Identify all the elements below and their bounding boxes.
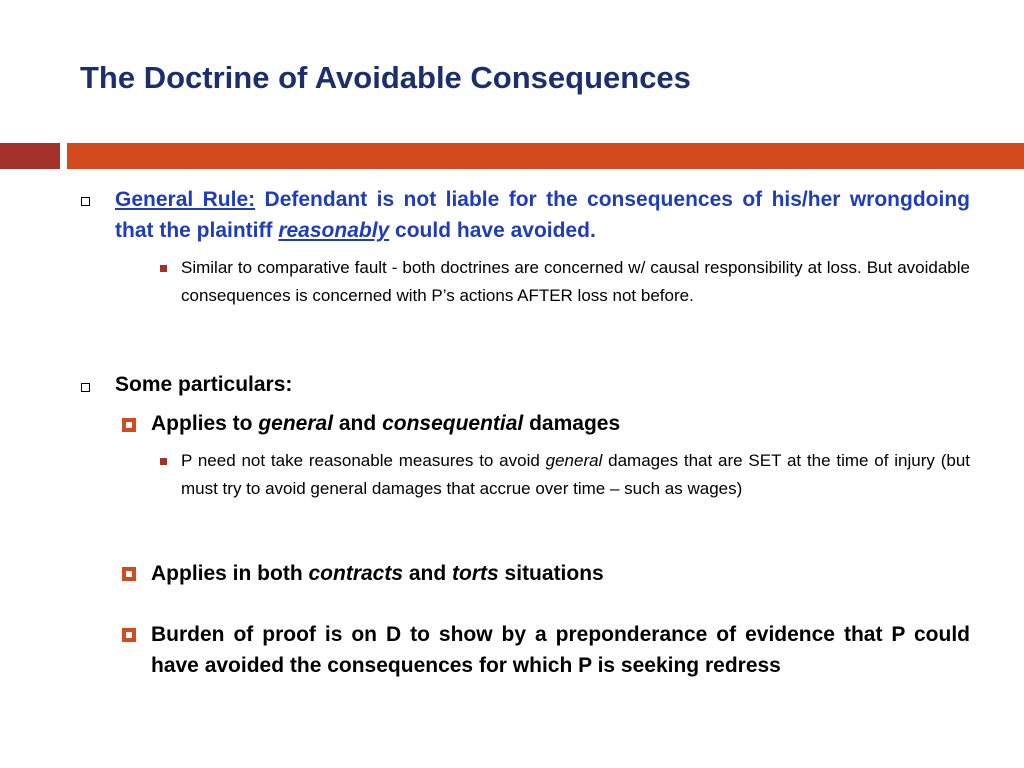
applies-both-e1: contracts xyxy=(308,562,404,585)
applies-general-t1: Applies to xyxy=(151,412,259,435)
burden-text: Burden of proof is on D to show by a preponderance of evidence that P could have avoided the consequences for which P is seeking redress xyxy=(151,623,970,677)
similar-item xyxy=(181,254,970,310)
applies-general-t2: and xyxy=(333,412,383,435)
p-need-t1: P need not take reasonable measures to avoid xyxy=(181,451,546,470)
applies-both-t1: Applies in both xyxy=(151,562,309,585)
p-need-e1: general xyxy=(545,451,603,470)
square-bullet-icon xyxy=(160,265,167,272)
title-accent-bar xyxy=(67,143,1024,169)
framed-square-bullet-icon xyxy=(122,418,136,432)
applies-general-e1: general xyxy=(258,412,334,435)
applies-both-item xyxy=(151,558,970,589)
burden-item xyxy=(151,619,970,681)
similar-text: Similar to comparative fault - both doctrines are concerned w/ causal responsibility at loss. But avoidable consequences is concerned with P’s actions AFTER loss not before. xyxy=(181,258,970,305)
slide-title: The Doctrine of Avoidable Consequences xyxy=(80,60,691,95)
p-need-item xyxy=(181,447,970,503)
general-rule-label: General Rule: xyxy=(115,188,256,211)
framed-square-bullet-icon xyxy=(122,628,136,642)
particulars-text: Some particulars: xyxy=(115,373,293,396)
general-rule-text-2: could have avoided. xyxy=(389,219,596,242)
title-accent-bar-dark xyxy=(0,143,60,169)
applies-general-item xyxy=(151,408,970,439)
applies-both-t2: and xyxy=(403,562,453,585)
general-rule-text-1: Defendant is not liable for the consequences of his/her wrongdoing that the plaintiff xyxy=(115,188,970,242)
p-need-t2: damages that are SET at the time of injury (but must try to avoid general damages that accrue over time – such as wages) xyxy=(181,451,971,498)
applies-general-t3: damages xyxy=(523,412,621,435)
hollow-square-bullet-icon xyxy=(81,197,90,206)
framed-square-bullet-icon xyxy=(122,567,136,581)
particulars-item xyxy=(115,369,970,400)
applies-general-e2: consequential xyxy=(382,412,524,435)
square-bullet-icon xyxy=(160,458,167,465)
general-rule-item xyxy=(115,184,970,246)
applies-both-e2: torts xyxy=(452,562,499,585)
general-rule-emphasis: reasonably xyxy=(278,219,390,242)
hollow-square-bullet-icon xyxy=(81,383,90,392)
applies-both-t3: situations xyxy=(498,562,604,585)
